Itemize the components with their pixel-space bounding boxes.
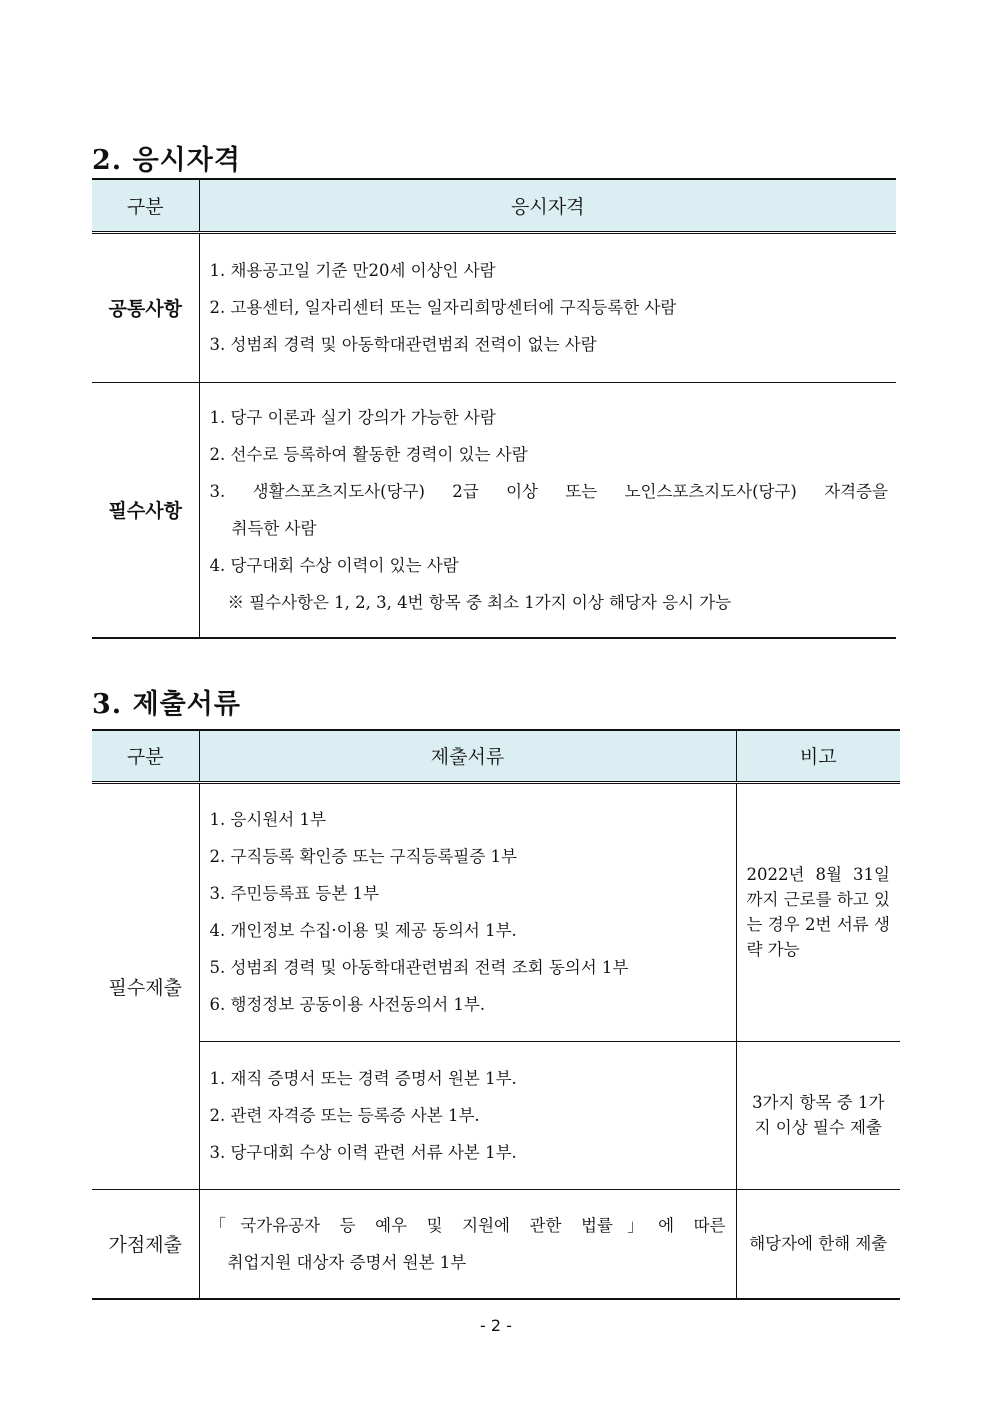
row-label-required-docs: 필수제출: [92, 782, 199, 1189]
documents-table: [92, 729, 900, 1300]
list-item: 3. 당구대회 수상 이력 관련 서류 사본 1부.: [209, 1142, 517, 1162]
list-item: 2. 구직등록 확인증 또는 구직등록필증 1부: [209, 847, 517, 866]
table-row-bonus: [92, 1189, 900, 1299]
table-row-common: [92, 232, 896, 382]
header-category: 구분: [92, 730, 199, 782]
list-item: 1. 응시원서 1부: [209, 810, 326, 829]
list-item: 1. 당구 이론과 실기 강의가 가능한 사람: [209, 407, 496, 427]
list-item: 3. 주민등록표 등본 1부: [209, 884, 379, 903]
page-number: - 2 -: [480, 1316, 512, 1335]
table-row-required-group2: [92, 1041, 900, 1189]
table-row-required: [92, 382, 896, 638]
list-item: 4. 개인정보 수집·이용 및 제공 동의서 1부.: [209, 921, 517, 940]
list-item: 1. 재직 증명서 또는 경력 증명서 원본 1부.: [209, 1068, 517, 1088]
list-item: 5. 성범죄 경력 및 아동학대관련범죄 전력 조회 동의서 1부: [209, 958, 629, 977]
table-header-row: [92, 179, 896, 232]
header-category: 구분: [92, 179, 199, 232]
header-documents: 제출서류: [199, 730, 736, 782]
list-item: 2. 관련 자격증 또는 등록증 사본 1부.: [209, 1105, 480, 1125]
list-item: 2. 고용센터, 일자리센터 또는 일자리희망센터에 구직등록한 사람: [209, 298, 677, 317]
row-content-required: [199, 382, 896, 638]
list-item: 3. 성범죄 경력 및 아동학대관련범죄 전력이 없는 사람: [209, 335, 597, 354]
header-qualification: 응시자격: [199, 179, 896, 232]
row-label-required: 필수사항: [92, 382, 199, 638]
section2-title: 2. 응시자격: [92, 145, 241, 176]
remark-group1: 2022년 8월 31일까지 근로를 하고 있는 경우 2번 서류 생략 가능: [736, 782, 900, 1041]
list-item-continued: 취득한 사람: [231, 518, 317, 538]
header-remarks: 비고: [736, 730, 900, 782]
required-docs-list: [199, 782, 736, 1041]
bonus-docs-list: [199, 1189, 736, 1299]
section3-title: 3. 제출서류: [92, 689, 241, 720]
table-header-row: [92, 730, 900, 782]
row-label-common: 공통사항: [92, 232, 199, 382]
list-item-continued: 취업지원 대상자 증명서 원본 1부: [227, 1252, 467, 1272]
list-item: 3. 생활스포츠지도사(당구) 2급 이상 또는 노인스포츠지도사(당구) 자격증을: [209, 481, 888, 501]
row-label-bonus-docs: 가점제출: [92, 1189, 199, 1299]
remark-group2: 3가지 항목 중 1가지 이상 필수 제출: [736, 1041, 900, 1189]
qualification-table: [92, 178, 896, 639]
list-item: 1. 채용공고일 기준 만20세 이상인 사람: [209, 261, 496, 280]
list-item: 6. 행정정보 공동이용 사전동의서 1부.: [209, 995, 486, 1014]
remark-bonus: 해당자에 한해 제출: [736, 1189, 900, 1299]
row-content-common: [199, 232, 896, 382]
table-row-required-group1: [92, 782, 900, 1041]
list-item: 2. 선수로 등록하여 활동한 경력이 있는 사람: [209, 444, 528, 464]
list-item: 「국가유공자 등 예우 및 지원에 관한 법률」에 따른: [209, 1215, 726, 1235]
career-docs-list: [199, 1041, 736, 1189]
list-item: 4. 당구대회 수상 이력이 있는 사람: [209, 555, 459, 575]
notice-text: ※ 필수사항은 1, 2, 3, 4번 항목 중 최소 1가지 이상 해당자 응시 가능: [227, 592, 732, 612]
